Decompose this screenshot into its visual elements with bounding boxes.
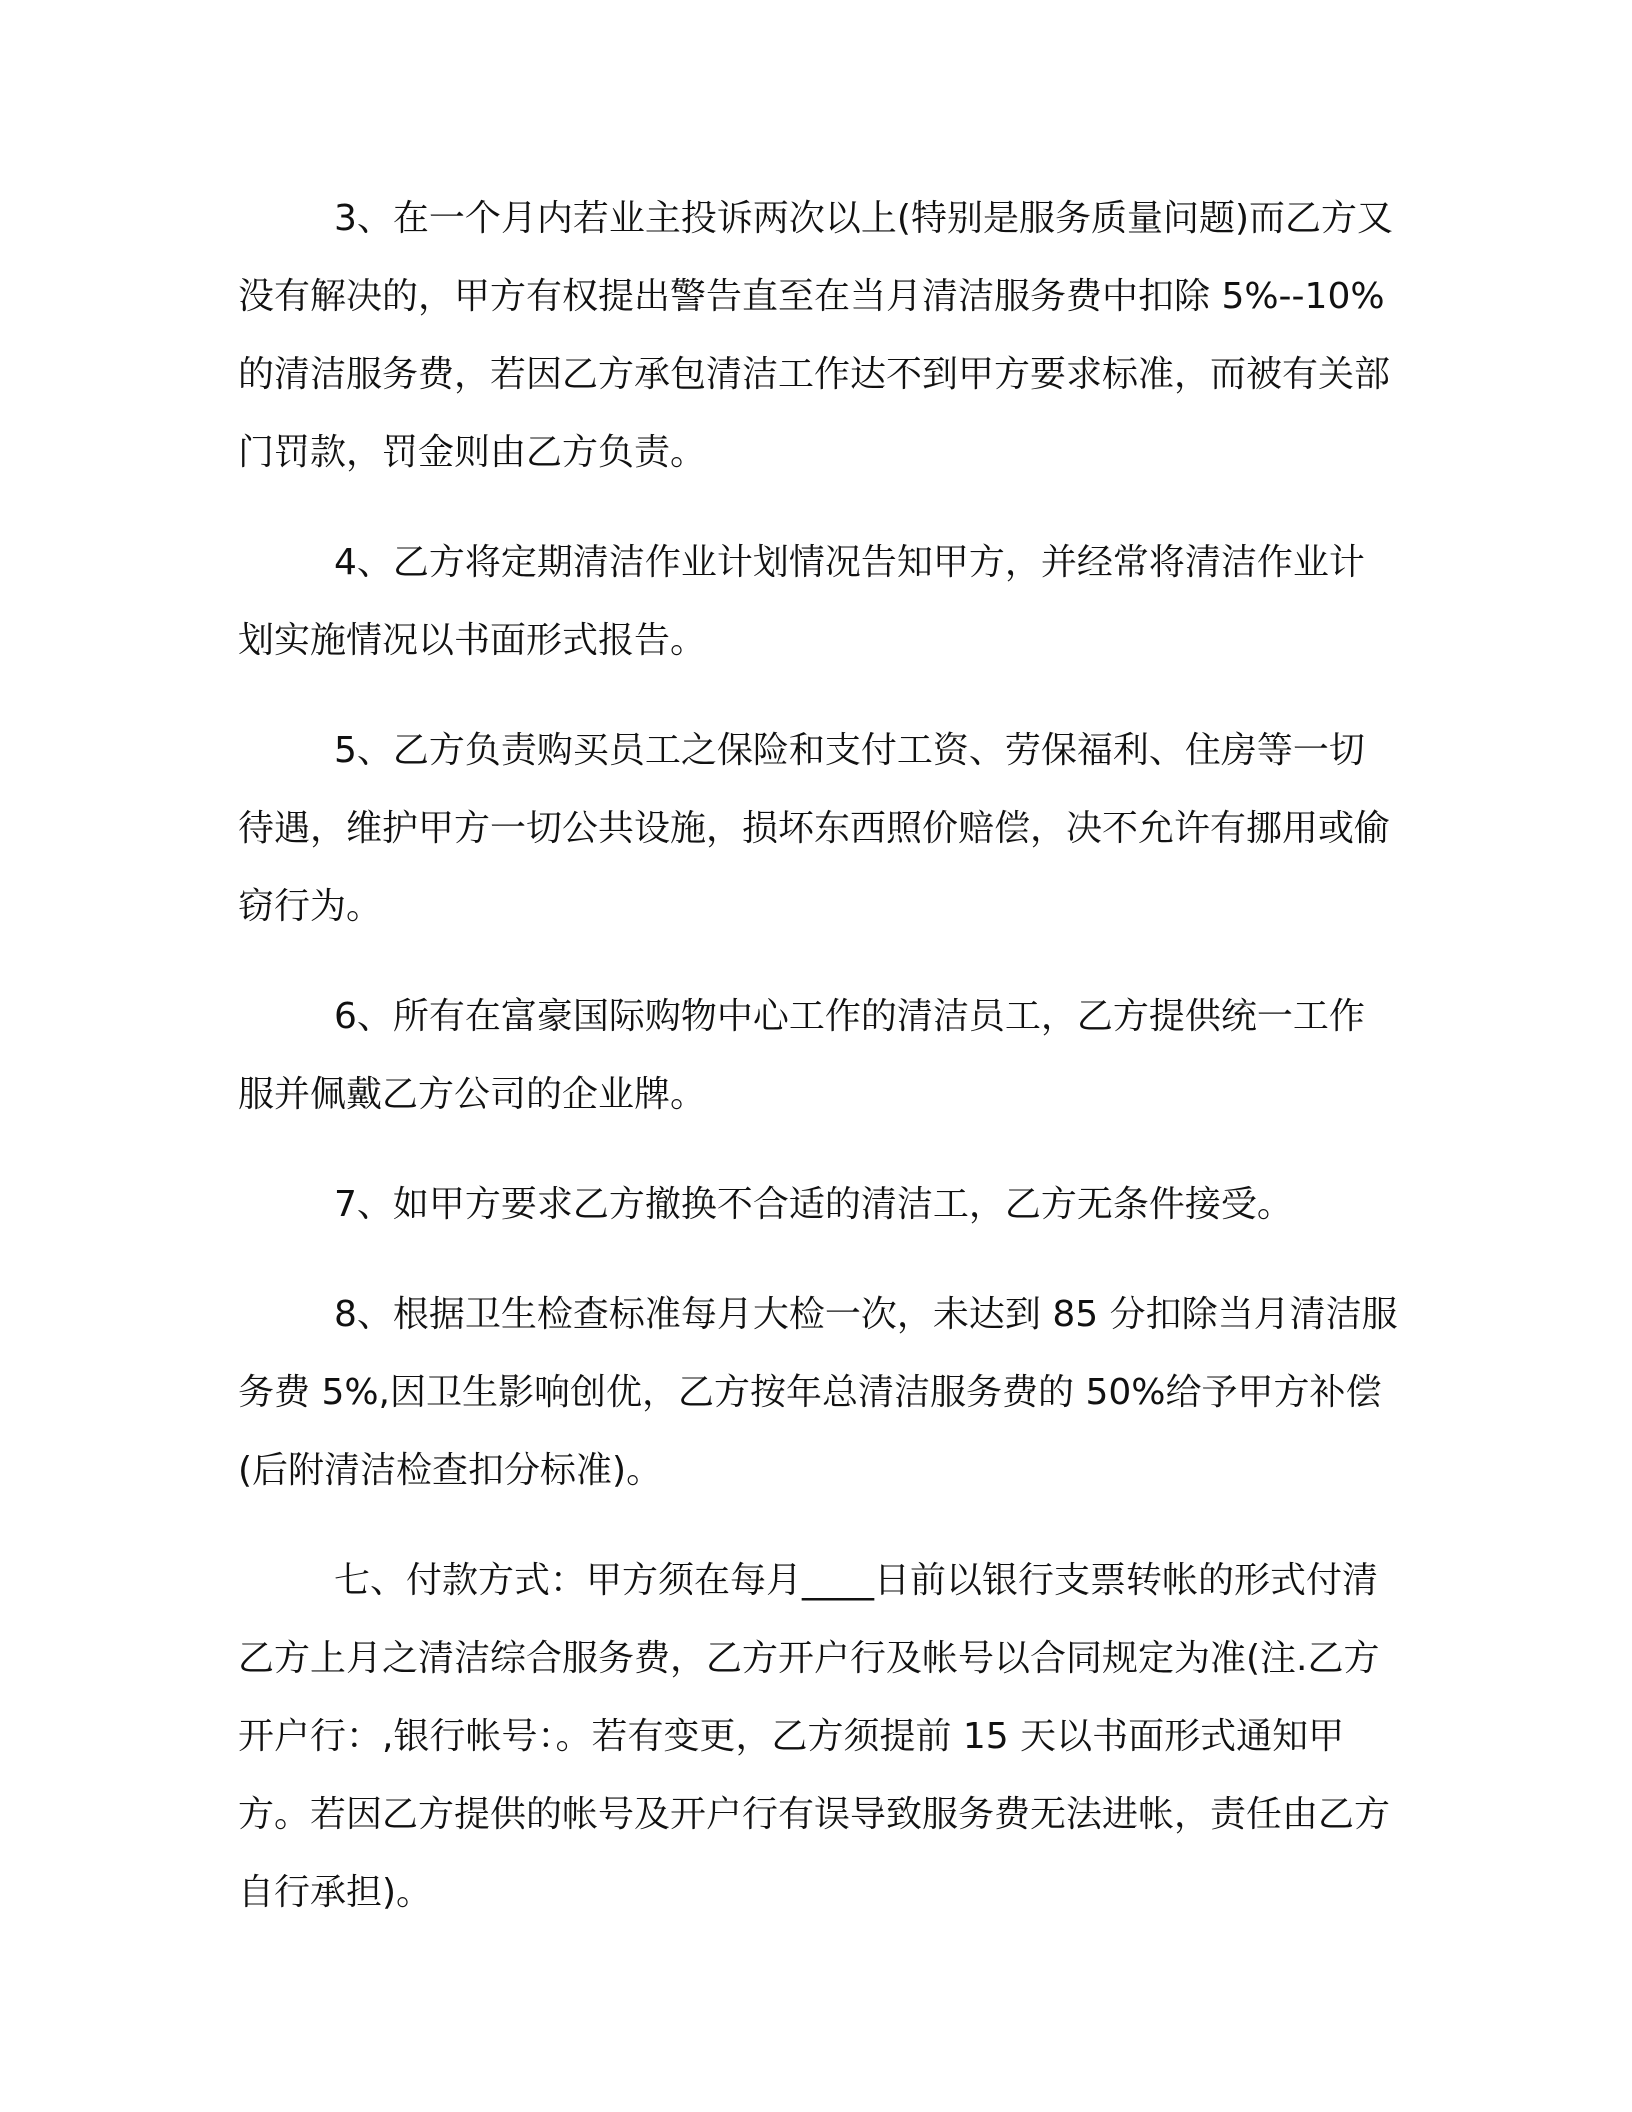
document-body (238, 180, 1398, 1932)
paragraph-5: 5、乙方负责购买员工之保险和支付工资、劳保福利、住房等一切待遇，维护甲方一切公共设施，损坏东西照价赔偿，决不允许有挪用或偷窃行为。 (238, 730, 1391, 927)
paragraph-3: 3、在一个月内若业主投诉两次以上(特别是服务质量问题)而乙方又没有解决的，甲方有权提出警告直至在当月清洁服务费中扣除 5%--10%的清洁服务费，若因乙方承包清洁工作达不到甲方要求标准，而被有关部门罚款，罚金则由乙方负责。 (238, 198, 1393, 473)
paragraph-payment-method: 七、付款方式：甲方须在每月____日前以银行支票转帐的形式付清乙方上月之清洁综合服务费，乙方开户行及帐号以合同规定为准(注.乙方开户行：,银行帐号：。若有变更，乙方须提前 15 天以书面形式通知甲方。若因乙方提供的帐号及开户行有误导致服务费无法进帐，责任由乙方自行承担)。 (238, 1560, 1391, 1913)
paragraph-6: 6、所有在富豪国际购物中心工作的清洁员工，乙方提供统一工作服并佩戴乙方公司的企业牌。 (238, 996, 1365, 1115)
paragraph-8: 8、根据卫生检查标准每月大检一次，未达到 85 分扣除当月清洁服务费 5%,因卫生影响创优，乙方按年总清洁服务费的 50%给予甲方补偿(后附清洁检查扣分标准)。 (238, 1294, 1398, 1491)
paragraph-4: 4、乙方将定期清洁作业计划情况告知甲方，并经常将清洁作业计划实施情况以书面形式报告。 (238, 542, 1365, 661)
paragraph-7: 7、如甲方要求乙方撤换不合适的清洁工，乙方无条件接受。 (334, 1184, 1293, 1225)
